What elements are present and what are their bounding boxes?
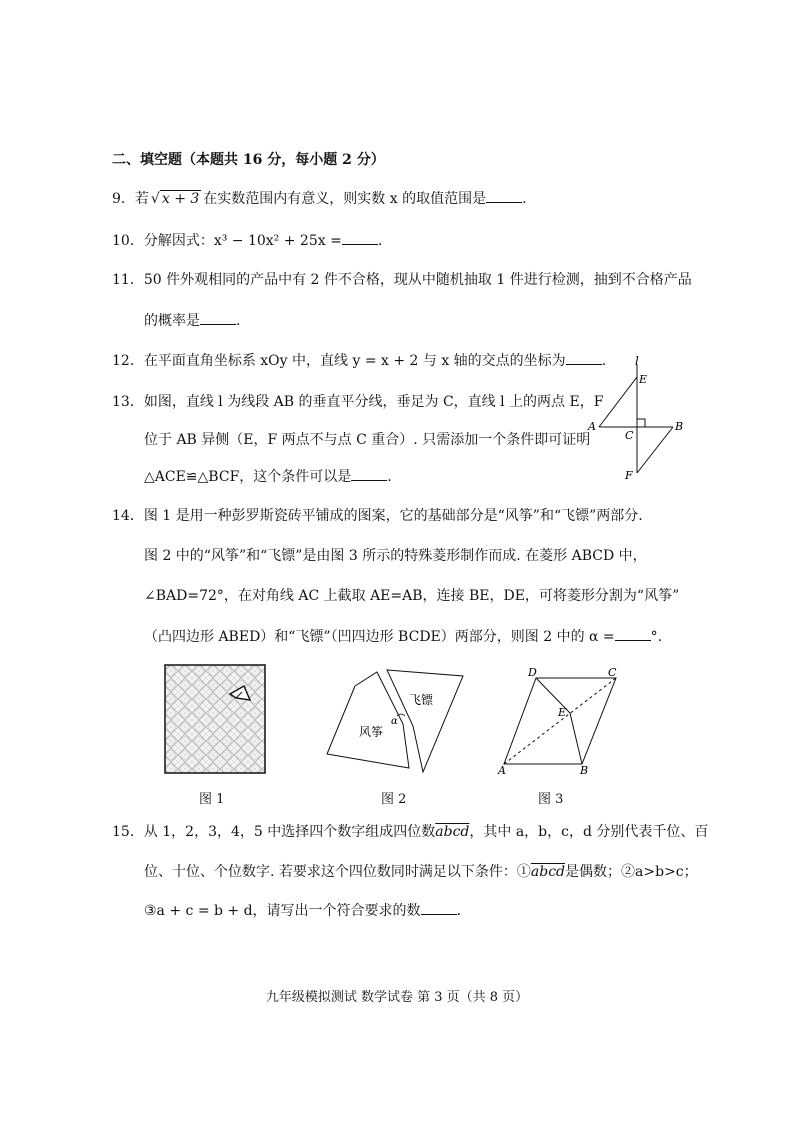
label-fengzheng: 风筝	[359, 725, 384, 739]
label-d: D	[528, 666, 537, 679]
question-13-line-1: 13．如图，直线 l 为线段 AB 的垂直平分线，垂足为 C，直线 l 上的两点 E，F	[112, 394, 604, 410]
label-l: l	[635, 355, 639, 368]
figure-3-rhombus	[494, 664, 634, 776]
answer-blank[interactable]	[351, 466, 387, 481]
question-12: 12．在平面直角坐标系 xOy 中，直线 y = x + 2 与 x 轴的交点的坐标为 .	[112, 350, 606, 371]
sqrt-expression	[151, 189, 201, 209]
number-abcd: abcd	[530, 864, 566, 880]
question-14-line-2: 图 2 中的“风筝”和“飞镖”是由图 3 所示的特殊菱形制作而成. 在菱形 ABCD 中，	[144, 548, 647, 564]
question-15-line-3: ③a + c = b + d，请写出一个符合要求的数 .	[144, 900, 461, 921]
question-14-line-4: （凸四边形 ABED）和“飞镖”（凹四边形 BCDE）两部分，则图 2 中的 α = °.	[144, 626, 662, 647]
question-9: 9．若 √ x + 3 在实数范围内有意义，则实数 x 的取值范围是 .	[112, 188, 527, 209]
radicand: x + 3	[161, 191, 200, 207]
figure-1-caption: 图 1	[199, 792, 225, 807]
question-13-line-3: △ACE≌△BCF，这个条件可以是 .	[144, 466, 392, 487]
answer-blank[interactable]	[200, 310, 236, 325]
label-a: A	[588, 420, 596, 433]
label-e: E	[639, 373, 648, 386]
question-14-line-3: ∠BAD=72°，在对角线 AC 上截取 AE=AB，连接 BE，DE，可将菱形分割为“风筝”	[144, 588, 680, 604]
question-number: 12．	[112, 353, 144, 369]
question-number: 11．	[112, 272, 144, 288]
label-c: C	[625, 429, 634, 442]
label-f: F	[625, 469, 633, 482]
segment-bf	[637, 427, 673, 473]
question-number: 9．	[112, 191, 135, 207]
question-number: 15．	[112, 824, 144, 840]
question-13-line-2: 位于 AB 异侧（E，F 两点不与点 C 重合）. 只需添加一个条件即可证明	[144, 432, 591, 448]
question-11-line-2: 的概率是 .	[144, 310, 240, 331]
section-title: 二、填空题（本题共 16 分，每小题 2 分）	[112, 152, 385, 168]
question-15-line-2: 位、十位、个位数字. 若要求这个四位数同时满足以下条件：①abcd是偶数；②a>b>c；	[144, 864, 698, 880]
question-11-line-1: 11．50 件外观相同的产品中有 2 件不合格，现从中随机抽取 1 件进行检测，抽到不合格产品	[112, 272, 692, 288]
label-a: A	[498, 764, 506, 776]
number-abcd: abcd	[435, 824, 470, 840]
figure-2-caption: 图 2	[381, 792, 407, 807]
label-b: B	[675, 420, 684, 433]
label-e: E	[558, 706, 567, 719]
label-feibiao: 飞镖	[409, 693, 434, 707]
question-10: 10．分解因式：x³ − 10x² + 25x = .	[112, 230, 382, 251]
figure-3-caption: 图 3	[538, 792, 564, 807]
right-angle-mark	[637, 419, 645, 427]
question-number: 10．	[112, 233, 144, 249]
question-number: 13．	[112, 394, 144, 410]
question-number: 14．	[112, 508, 144, 524]
segment-ae	[599, 377, 637, 427]
label-b: B	[580, 764, 589, 776]
answer-blank[interactable]	[421, 900, 457, 915]
figure-2-kite-dart	[325, 664, 465, 774]
label-alpha: α	[391, 716, 398, 727]
answer-blank[interactable]	[615, 626, 651, 641]
question-15-line-1: 15．从 1，2，3，4，5 中选择四个数字组成四位数abcd，其中 a，b，c，d 分别代表千位、百	[112, 824, 709, 840]
answer-blank[interactable]	[342, 230, 378, 245]
radical-sign: √	[150, 191, 160, 207]
page-footer: 九年级模拟测试 数学试卷 第 3 页（共 8 页）	[265, 990, 529, 1005]
question-14-line-1: 14．图 1 是用一种彭罗斯瓷砖平铺成的图案，它的基础部分是“风筝”和“飞镖”两部分.	[112, 508, 643, 524]
q13-figure	[585, 355, 695, 485]
answer-blank[interactable]	[486, 188, 522, 203]
tiling-area	[165, 665, 265, 773]
label-c: C	[608, 666, 617, 679]
figure-1-penrose-tiling	[164, 664, 266, 774]
